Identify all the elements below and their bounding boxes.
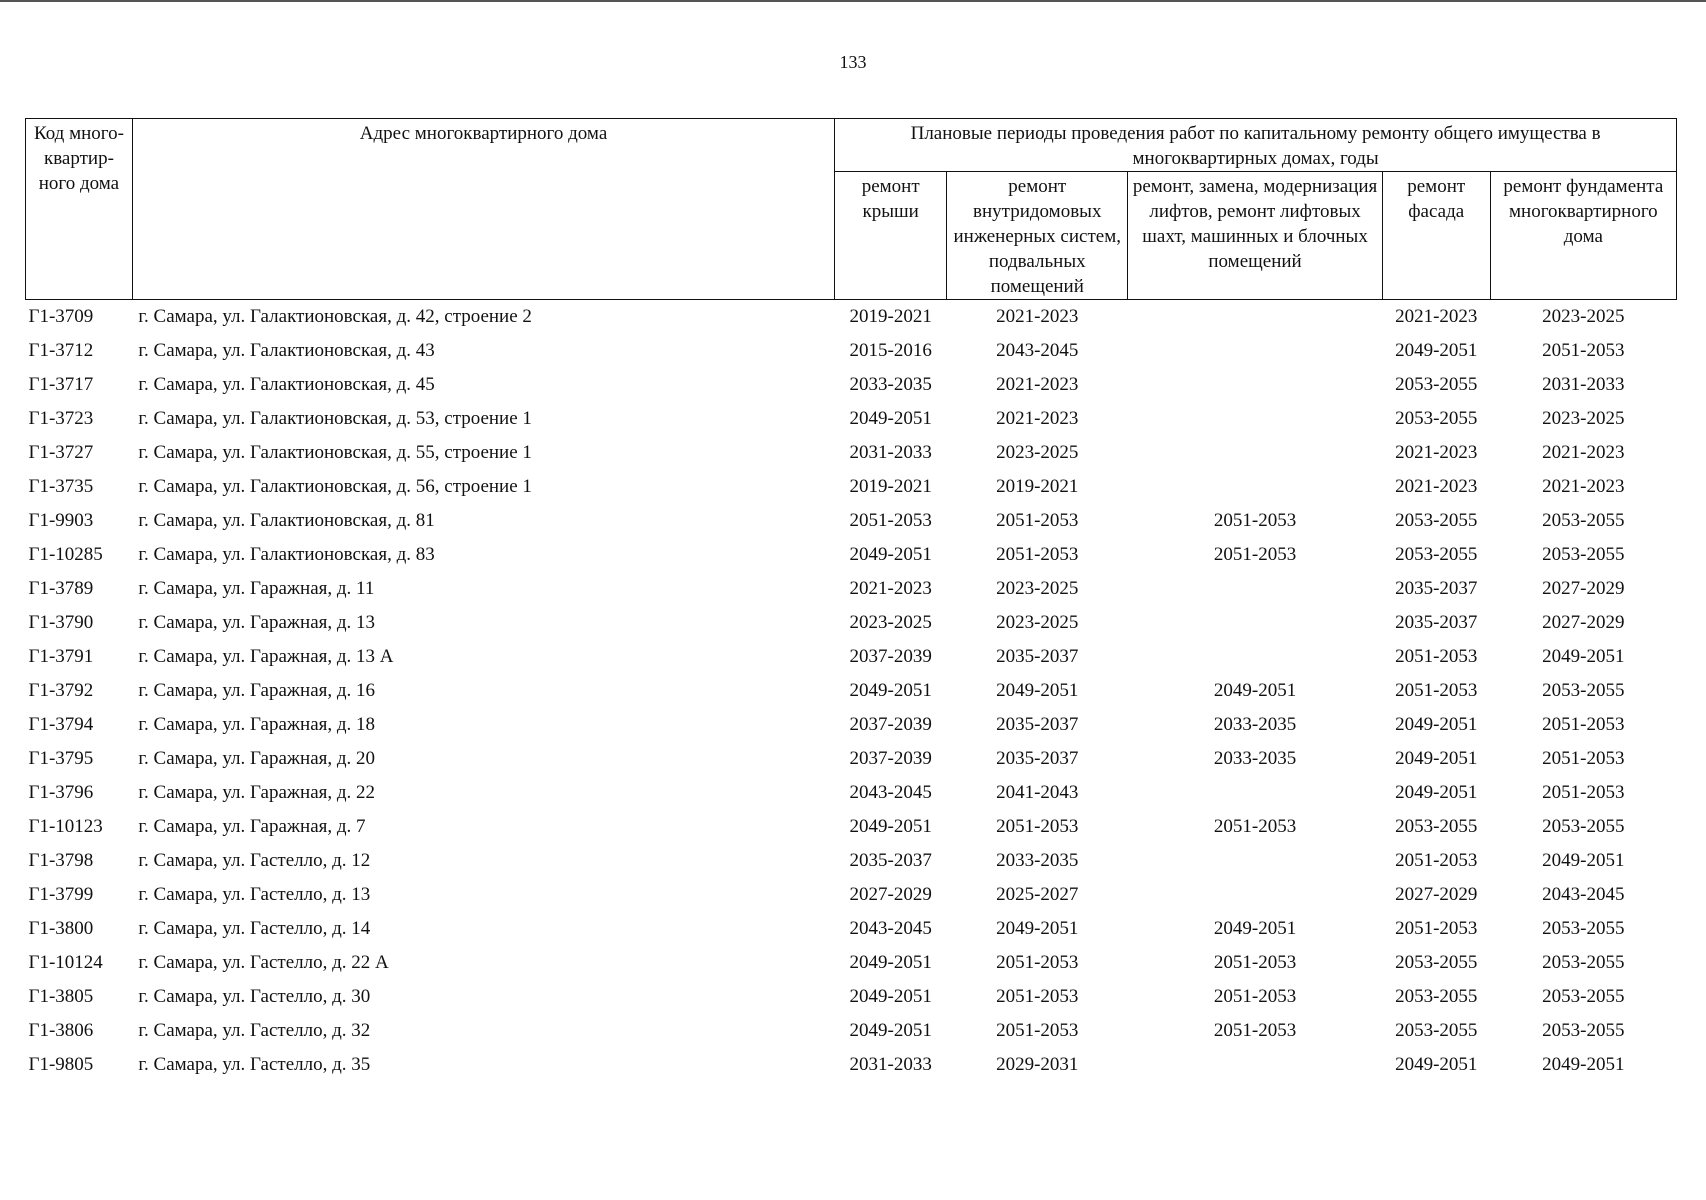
table-row <box>26 504 1677 538</box>
table-row <box>26 402 1677 436</box>
cell-roof: 2019-2021 <box>849 306 932 327</box>
cell-elevators <box>1128 776 1382 810</box>
table-row <box>26 810 1677 844</box>
cell-systems: 2051-2053 <box>996 510 1079 531</box>
cell-address: г. Самара, ул. Галактионовская, д. 43 <box>138 340 435 361</box>
cell-foundation: 2043-2045 <box>1542 884 1625 905</box>
cell-elevators: 2051-2053 <box>1213 816 1297 837</box>
cell-roof: 2043-2045 <box>849 782 932 803</box>
table-row <box>26 368 1677 402</box>
top-rule <box>0 0 1706 2</box>
cell-address: г. Самара, ул. Галактионовская, д. 45 <box>138 374 435 395</box>
table-row <box>26 708 1677 742</box>
table-row <box>26 776 1677 810</box>
cell-facade: 2053-2055 <box>1395 986 1478 1007</box>
cell-elevators <box>1128 436 1382 470</box>
cell-code: Г1-3794 <box>28 714 94 735</box>
cell-roof: 2049-2051 <box>849 952 932 973</box>
cell-foundation: 2051-2053 <box>1542 340 1625 361</box>
cell-code: Г1-3806 <box>28 1020 94 1041</box>
cell-foundation: 2053-2055 <box>1542 918 1625 939</box>
cell-roof: 2049-2051 <box>849 408 932 429</box>
table-row <box>26 912 1677 946</box>
cell-systems: 2043-2045 <box>996 340 1079 361</box>
cell-elevators <box>1128 300 1382 335</box>
cell-roof: 2031-2033 <box>849 1054 932 1075</box>
cell-systems: 2021-2023 <box>996 374 1079 395</box>
cell-address: г. Самара, ул. Гаражная, д. 11 <box>138 578 375 599</box>
cell-foundation: 2053-2055 <box>1542 816 1625 837</box>
page-number: 133 <box>839 52 867 72</box>
cell-elevators <box>1128 640 1382 674</box>
cell-systems: 2029-2031 <box>996 1054 1079 1075</box>
cell-elevators: 2051-2053 <box>1213 510 1297 531</box>
table-row <box>26 300 1677 335</box>
cell-code: Г1-3792 <box>28 680 94 701</box>
cell-systems: 2051-2053 <box>996 952 1079 973</box>
cell-address: г. Самара, ул. Гастелло, д. 14 <box>138 918 371 939</box>
cell-roof: 2049-2051 <box>849 1020 932 1041</box>
cell-systems: 2035-2037 <box>996 748 1079 769</box>
cell-code: Г1-3709 <box>28 306 94 327</box>
cell-elevators <box>1128 844 1382 878</box>
cell-systems: 2021-2023 <box>996 306 1079 327</box>
cell-systems: 2023-2025 <box>996 612 1079 633</box>
header-code: Код много-квартир-ного дома <box>26 119 133 300</box>
cell-code: Г1-3712 <box>28 340 94 361</box>
cell-facade: 2021-2023 <box>1395 306 1478 327</box>
cell-code: Г1-10285 <box>28 544 103 565</box>
header-roof: ремонт крыши <box>835 172 947 300</box>
cell-elevators: 2033-2035 <box>1213 714 1297 735</box>
cell-systems: 2051-2053 <box>996 816 1079 837</box>
cell-address: г. Самара, ул. Гастелло, д. 22 А <box>138 952 389 973</box>
cell-systems: 2023-2025 <box>996 442 1079 463</box>
cell-code: Г1-3717 <box>28 374 94 395</box>
table-row <box>26 980 1677 1014</box>
cell-roof: 2031-2033 <box>849 442 932 463</box>
cell-facade: 2027-2029 <box>1395 884 1478 905</box>
cell-facade: 2049-2051 <box>1395 782 1478 803</box>
cell-foundation: 2021-2023 <box>1542 476 1625 497</box>
cell-address: г. Самара, ул. Галактионовская, д. 56, строение 1 <box>138 476 532 497</box>
cell-roof: 2033-2035 <box>849 374 932 395</box>
cell-address: г. Самара, ул. Гаражная, д. 18 <box>138 714 376 735</box>
cell-elevators <box>1128 572 1382 606</box>
cell-facade: 2049-2051 <box>1395 748 1478 769</box>
cell-systems: 2025-2027 <box>996 884 1079 905</box>
header-address: Адрес многоквартирного дома <box>132 119 834 300</box>
cell-address: г. Самара, ул. Галактионовская, д. 53, строение 1 <box>138 408 532 429</box>
cell-systems: 2035-2037 <box>996 646 1079 667</box>
cell-foundation: 2023-2025 <box>1542 306 1625 327</box>
cell-code: Г1-9805 <box>28 1054 94 1075</box>
cell-roof: 2037-2039 <box>849 646 932 667</box>
cell-systems: 2049-2051 <box>996 680 1079 701</box>
cell-facade: 2051-2053 <box>1395 918 1478 939</box>
cell-code: Г1-3723 <box>28 408 94 429</box>
cell-code: Г1-3735 <box>28 476 94 497</box>
cell-facade: 2053-2055 <box>1395 952 1478 973</box>
cell-address: г. Самара, ул. Галактионовская, д. 55, строение 1 <box>138 442 532 463</box>
cell-foundation: 2027-2029 <box>1542 612 1625 633</box>
cell-address: г. Самара, ул. Гаражная, д. 13 А <box>138 646 394 667</box>
cell-facade: 2053-2055 <box>1395 1020 1478 1041</box>
cell-elevators: 2051-2053 <box>1213 952 1297 973</box>
cell-systems: 2021-2023 <box>996 408 1079 429</box>
cell-facade: 2051-2053 <box>1395 680 1478 701</box>
header-systems: ремонт внутридомовых инженерных систем, подвальных помещений <box>947 172 1128 300</box>
cell-elevators: 2051-2053 <box>1213 1020 1297 1041</box>
cell-roof: 2019-2021 <box>849 476 932 497</box>
cell-elevators <box>1128 334 1382 368</box>
cell-facade: 2021-2023 <box>1395 476 1478 497</box>
cell-systems: 2051-2053 <box>996 986 1079 1007</box>
cell-address: г. Самара, ул. Гаражная, д. 22 <box>138 782 376 803</box>
table-row <box>26 334 1677 368</box>
cell-roof: 2023-2025 <box>849 612 932 633</box>
cell-roof: 2049-2051 <box>849 680 932 701</box>
cell-code: Г1-3791 <box>28 646 94 667</box>
cell-code: Г1-10123 <box>28 816 103 837</box>
cell-systems: 2051-2053 <box>996 544 1079 565</box>
cell-systems: 2033-2035 <box>996 850 1079 871</box>
cell-foundation: 2053-2055 <box>1542 1020 1625 1041</box>
cell-foundation: 2021-2023 <box>1542 442 1625 463</box>
cell-elevators: 2051-2053 <box>1213 544 1297 565</box>
cell-facade: 2051-2053 <box>1395 850 1478 871</box>
cell-foundation: 2051-2053 <box>1542 782 1625 803</box>
table-row <box>26 674 1677 708</box>
cell-foundation: 2049-2051 <box>1542 646 1625 667</box>
cell-address: г. Самара, ул. Галактионовская, д. 83 <box>138 544 435 565</box>
cell-systems: 2019-2021 <box>996 476 1079 497</box>
cell-elevators <box>1128 1048 1382 1082</box>
cell-elevators <box>1128 470 1382 504</box>
cell-code: Г1-3796 <box>28 782 94 803</box>
cell-roof: 2037-2039 <box>849 714 932 735</box>
cell-foundation: 2053-2055 <box>1542 986 1625 1007</box>
repair-schedule-table <box>25 118 1677 1082</box>
cell-foundation: 2031-2033 <box>1542 374 1625 395</box>
cell-code: Г1-3727 <box>28 442 94 463</box>
cell-foundation: 2023-2025 <box>1542 408 1625 429</box>
cell-address: г. Самара, ул. Гастелло, д. 12 <box>138 850 371 871</box>
cell-address: г. Самара, ул. Гастелло, д. 35 <box>138 1054 371 1075</box>
table-row <box>26 1014 1677 1048</box>
cell-facade: 2035-2037 <box>1395 612 1478 633</box>
cell-foundation: 2053-2055 <box>1542 544 1625 565</box>
table-row <box>26 878 1677 912</box>
cell-address: г. Самара, ул. Гаражная, д. 13 <box>138 612 376 633</box>
cell-elevators: 2051-2053 <box>1213 986 1297 1007</box>
cell-code: Г1-3799 <box>28 884 94 905</box>
table-row <box>26 946 1677 980</box>
cell-roof: 2035-2037 <box>849 850 932 871</box>
cell-elevators <box>1128 878 1382 912</box>
cell-systems: 2049-2051 <box>996 918 1079 939</box>
table-row <box>26 470 1677 504</box>
cell-foundation: 2051-2053 <box>1542 714 1625 735</box>
cell-code: Г1-3798 <box>28 850 94 871</box>
cell-foundation: 2049-2051 <box>1542 1054 1625 1075</box>
table-row <box>26 538 1677 572</box>
cell-facade: 2053-2055 <box>1395 408 1478 429</box>
cell-elevators <box>1128 606 1382 640</box>
cell-facade: 2053-2055 <box>1395 510 1478 531</box>
cell-roof: 2021-2023 <box>849 578 932 599</box>
cell-address: г. Самара, ул. Гастелло, д. 13 <box>138 884 371 905</box>
cell-address: г. Самара, ул. Гаражная, д. 20 <box>138 748 376 769</box>
cell-roof: 2049-2051 <box>849 544 932 565</box>
cell-facade: 2053-2055 <box>1395 374 1478 395</box>
cell-facade: 2021-2023 <box>1395 442 1478 463</box>
cell-code: Г1-3790 <box>28 612 94 633</box>
table-row <box>26 436 1677 470</box>
cell-roof: 2027-2029 <box>849 884 932 905</box>
cell-foundation: 2053-2055 <box>1542 680 1625 701</box>
cell-elevators: 2033-2035 <box>1213 748 1297 769</box>
cell-systems: 2051-2053 <box>996 1020 1079 1041</box>
cell-address: г. Самара, ул. Галактионовская, д. 81 <box>138 510 435 531</box>
cell-facade: 2049-2051 <box>1395 714 1478 735</box>
cell-code: Г1-3800 <box>28 918 94 939</box>
header-foundation: ремонт фундамента многоквартирного дома <box>1490 172 1676 300</box>
cell-foundation: 2027-2029 <box>1542 578 1625 599</box>
cell-systems: 2035-2037 <box>996 714 1079 735</box>
cell-elevators <box>1128 402 1382 436</box>
cell-foundation: 2049-2051 <box>1542 850 1625 871</box>
table-row <box>26 844 1677 878</box>
cell-roof: 2049-2051 <box>849 816 932 837</box>
cell-code: Г1-3789 <box>28 578 94 599</box>
cell-address: г. Самара, ул. Гаражная, д. 16 <box>138 680 376 701</box>
cell-elevators: 2049-2051 <box>1213 680 1297 701</box>
cell-code: Г1-10124 <box>28 952 103 973</box>
cell-code: Г1-9903 <box>28 510 94 531</box>
cell-foundation: 2051-2053 <box>1542 748 1625 769</box>
table-row <box>26 606 1677 640</box>
cell-code: Г1-3805 <box>28 986 94 1007</box>
cell-roof: 2049-2051 <box>849 986 932 1007</box>
cell-address: г. Самара, ул. Гастелло, д. 30 <box>138 986 371 1007</box>
cell-address: г. Самара, ул. Галактионовская, д. 42, строение 2 <box>138 306 532 327</box>
header-planned-periods: Плановые периоды проведения работ по капитальному ремонту общего имущества в многоквартирных домах, годы <box>835 119 1677 172</box>
header-elevators: ремонт, замена, модернизация лифтов, ремонт лифтовых шахт, машинных и блочных помещений <box>1128 172 1382 300</box>
cell-code: Г1-3795 <box>28 748 94 769</box>
table-row <box>26 742 1677 776</box>
cell-roof: 2037-2039 <box>849 748 932 769</box>
cell-elevators <box>1128 368 1382 402</box>
cell-facade: 2049-2051 <box>1395 1054 1478 1075</box>
cell-facade: 2053-2055 <box>1395 544 1478 565</box>
table-row <box>26 1048 1677 1082</box>
table-row <box>26 640 1677 674</box>
cell-facade: 2051-2053 <box>1395 646 1478 667</box>
cell-elevators: 2049-2051 <box>1213 918 1297 939</box>
cell-roof: 2051-2053 <box>849 510 932 531</box>
cell-facade: 2049-2051 <box>1395 340 1478 361</box>
cell-facade: 2053-2055 <box>1395 816 1478 837</box>
cell-roof: 2043-2045 <box>849 918 932 939</box>
cell-address: г. Самара, ул. Гаражная, д. 7 <box>138 816 366 837</box>
cell-foundation: 2053-2055 <box>1542 952 1625 973</box>
cell-foundation: 2053-2055 <box>1542 510 1625 531</box>
cell-roof: 2015-2016 <box>849 340 932 361</box>
cell-systems: 2023-2025 <box>996 578 1079 599</box>
cell-systems: 2041-2043 <box>996 782 1079 803</box>
cell-address: г. Самара, ул. Гастелло, д. 32 <box>138 1020 371 1041</box>
cell-facade: 2035-2037 <box>1395 578 1478 599</box>
table-row <box>26 572 1677 606</box>
header-facade: ремонт фасада <box>1382 172 1490 300</box>
